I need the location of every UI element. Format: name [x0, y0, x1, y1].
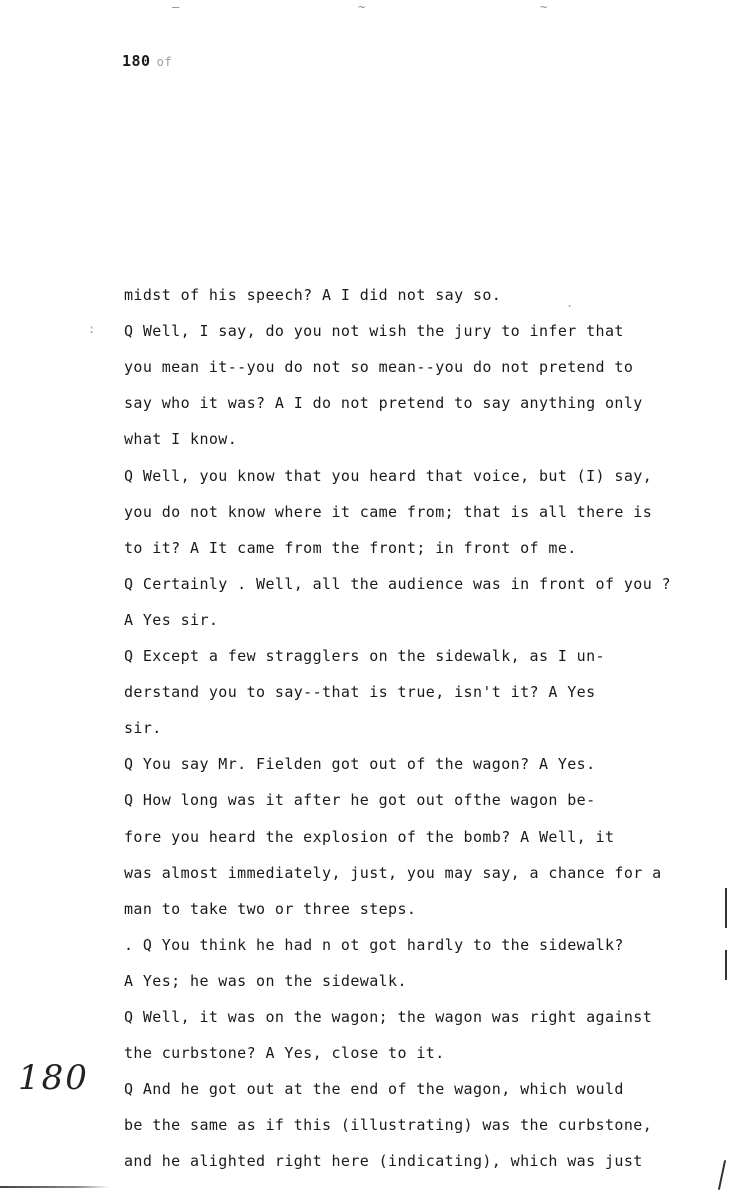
transcript-line: Q You say Mr. Fielden got out of the wagon? A Yes. [124, 755, 596, 773]
scan-mark: ~ [358, 0, 366, 14]
transcript-line: derstand you to say--that is true, isn't it? A Yes [124, 683, 596, 701]
transcript-line: say who it was? A I do not pretend to say anything only [124, 394, 643, 412]
page-number-text: 180 [122, 52, 151, 70]
transcript-line: A Yes sir. [124, 611, 219, 629]
transcript-line: Q Certainly . Well, all the audience was in front of you ? [124, 575, 671, 593]
scan-edge-mark [725, 950, 727, 980]
transcript-line: A Yes; he was on the sidewalk. [124, 972, 407, 990]
transcript-line: the curbstone? A Yes, close to it. [124, 1044, 445, 1062]
transcript-line: . Q You think he had n ot got hardly to the sidewalk? [124, 936, 624, 954]
scan-edge-mark [725, 888, 727, 928]
transcript-line: you do not know where it came from; that is all there is [124, 503, 653, 521]
transcript-line: and he alighted right here (indicating), which was just [124, 1152, 643, 1170]
transcript-line: to it? A It came from the front; in front of me. [124, 539, 577, 557]
scan-mark: : [88, 322, 96, 336]
transcript-line: what I know. [124, 430, 238, 448]
transcript-line: you mean it--you do not so mean--you do not pretend to [124, 358, 634, 376]
transcript-line: man to take two or three steps. [124, 900, 417, 918]
handwritten-page-number: 180 [18, 1058, 89, 1098]
transcript-line: was almost immediately, just, you may say, a chance for a [124, 864, 662, 882]
transcript-line: Q Well, I say, do you not wish the jury to infer that [124, 322, 624, 340]
transcript-line: sir. [124, 719, 162, 737]
page-number-faint: of [156, 55, 173, 69]
transcript-line: be the same as if this (illustrating) was the curbstone, [124, 1116, 653, 1134]
scan-mark: ~ [540, 0, 548, 14]
page-number [122, 52, 172, 70]
transcript-line: midst of his speech? A I did not say so. [124, 286, 502, 304]
scan-mark: – [172, 0, 180, 14]
transcript-line: Q And he got out at the end of the wagon, which would [124, 1080, 624, 1098]
scan-edge-mark [718, 1160, 726, 1190]
transcript-line: Q Well, you know that you heard that voice, but (I) say, [124, 467, 653, 485]
scan-mark: . [566, 296, 574, 310]
transcript-line: Q Except a few stragglers on the sidewalk, as I un- [124, 647, 605, 665]
transcript-line: Q How long was it after he got out ofthe wagon be- [124, 791, 596, 809]
transcript-line: fore you heard the explosion of the bomb? A Well, it [124, 828, 615, 846]
scan-bottom-rule [0, 1186, 110, 1188]
transcript-line: Q Well, it was on the wagon; the wagon was right against [124, 1008, 653, 1026]
